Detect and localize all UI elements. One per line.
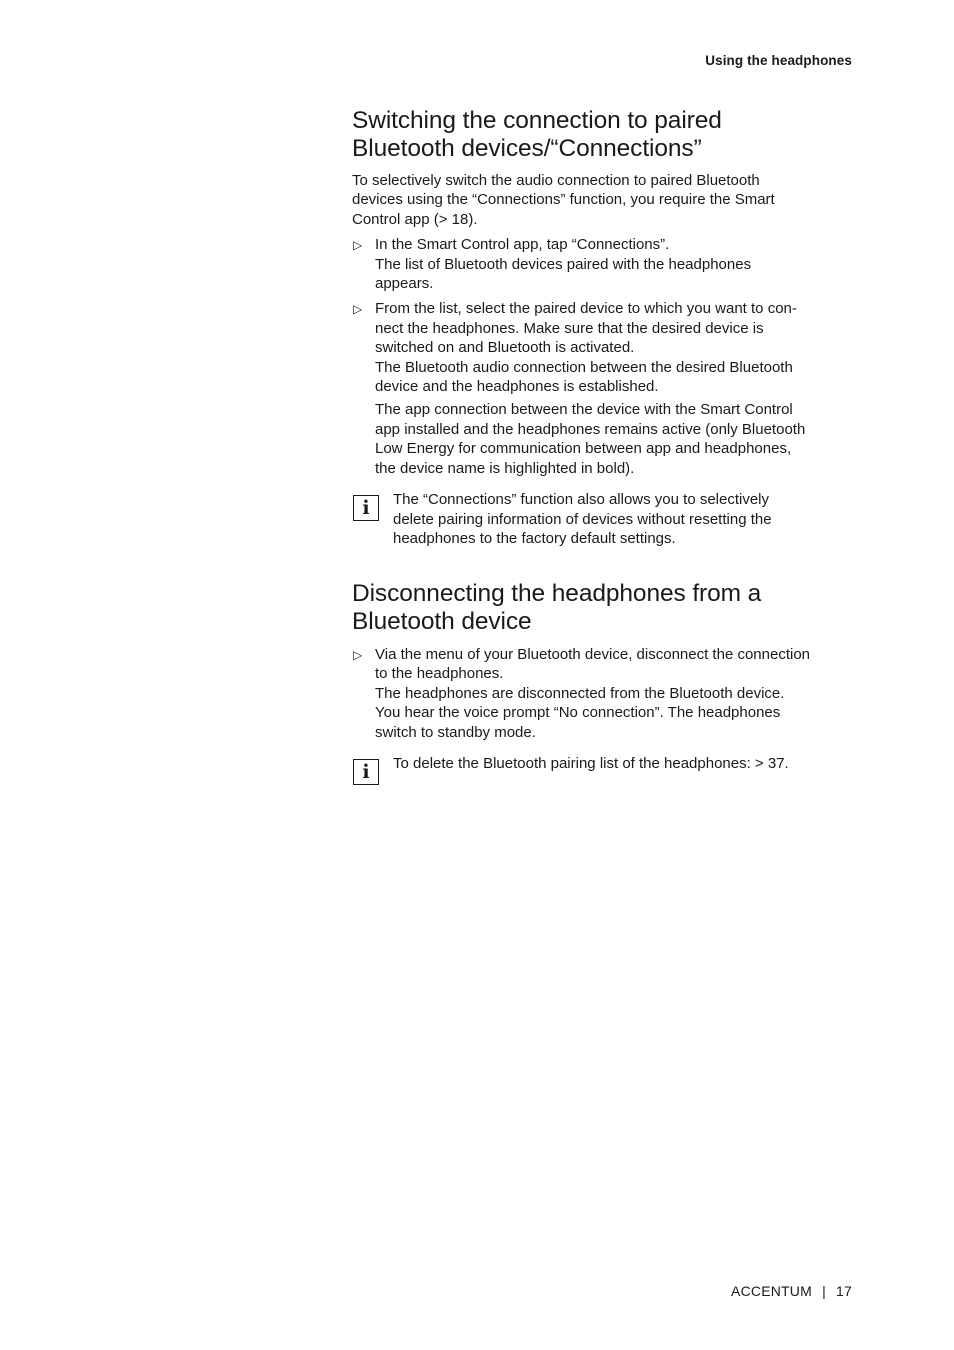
step-text: Via the menu of your Bluetooth device, disconnect the connection <box>375 646 811 663</box>
step-arrow-icon: ▷ <box>353 302 363 317</box>
heading-line: Switching the connection to paired <box>352 107 722 134</box>
section-switching-connections <box>352 107 852 548</box>
intro-line: devices using the “Connections” function, you require the Smart <box>352 191 775 209</box>
heading-line: Disconnecting the headphones from a <box>352 580 762 607</box>
heading-line: Bluetooth device <box>352 608 532 635</box>
step-text: switched on and Bluetooth is activated. <box>375 339 635 357</box>
extra-line: Low Energy for communication between app and headphones, <box>375 440 792 458</box>
instruction-step <box>352 299 852 478</box>
step-extra-info <box>375 400 852 478</box>
extra-line: the device name is highlighted in bold). <box>375 459 635 477</box>
step-result: You hear the voice prompt “No connection”. The headphones <box>375 704 781 722</box>
step-result: The Bluetooth audio connection between the desired Bluetooth <box>375 358 793 376</box>
product-name: ACCENTUM <box>731 1283 812 1299</box>
heading-line: Bluetooth devices/“Connections” <box>352 135 702 162</box>
intro-line: Control app (> 18). <box>352 210 478 228</box>
intro-line: To selectively switch the audio connection to paired Bluetooth <box>352 172 760 189</box>
step-arrow-icon: ▷ <box>353 648 363 662</box>
running-header: Using the headphones <box>705 53 852 68</box>
step-arrow-icon: ▷ <box>353 238 363 253</box>
info-note <box>352 754 852 784</box>
step-result: switch to standby mode. <box>375 723 536 741</box>
instruction-step <box>352 235 852 293</box>
step-result: The headphones are disconnected from the Bluetooth device. <box>375 684 785 702</box>
step-text: nect the headphones. Make sure that the desired device is <box>375 319 764 337</box>
note-text: To delete the Bluetooth pairing list of the headphones: > 37. <box>393 755 789 773</box>
page-number: 17 <box>836 1283 852 1299</box>
section-heading <box>352 580 852 636</box>
section-heading <box>352 107 852 163</box>
intro-paragraph <box>352 171 852 229</box>
note-text: headphones to the factory default settings. <box>393 529 676 547</box>
section-disconnecting <box>352 580 852 784</box>
info-icon: i <box>353 495 379 521</box>
footer-separator: | <box>822 1283 826 1299</box>
step-result: The list of Bluetooth devices paired with the headphones <box>375 255 752 273</box>
page-footer <box>731 1283 852 1299</box>
step-text: to the headphones. <box>375 665 504 683</box>
instruction-step <box>352 645 852 742</box>
note-text: The “Connections” function also allows you to selectively <box>393 491 770 509</box>
extra-line: The app connection between the device with the Smart Control <box>375 401 793 419</box>
step-text: In the Smart Control app, tap “Connections”. <box>375 236 670 254</box>
info-icon: i <box>353 759 379 785</box>
step-result: appears. <box>375 275 434 293</box>
note-text: delete pairing information of devices without resetting the <box>393 510 772 528</box>
extra-line: app installed and the headphones remains active (only Bluetooth <box>375 420 806 438</box>
step-text: From the list, select the paired device to which you want to con- <box>375 300 797 318</box>
info-note <box>352 490 852 548</box>
step-result: device and the headphones is established. <box>375 378 659 396</box>
